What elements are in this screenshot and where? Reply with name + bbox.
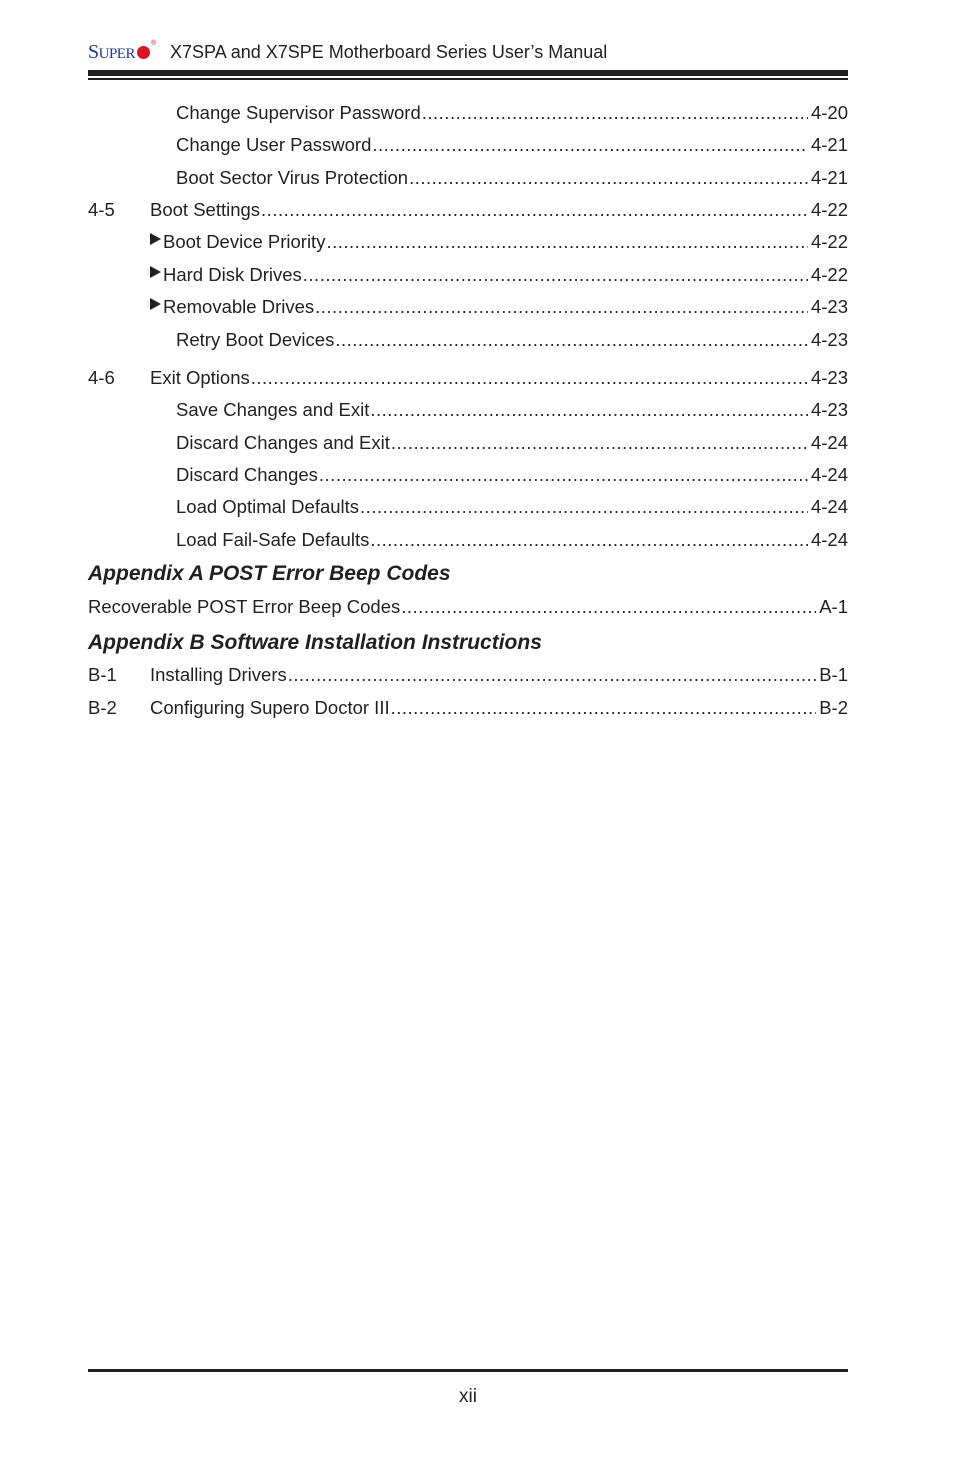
toc-entry[interactable] (88, 595, 848, 619)
footer-rule (88, 1369, 848, 1372)
toc-leader-dots (319, 463, 808, 487)
toc-entry-label: Discard Changes and Exit (176, 432, 390, 453)
toc-entry-page: 4-22 (810, 231, 848, 252)
toc-entry-label: Discard Changes (176, 464, 318, 485)
toc-entry-page: 4-23 (810, 329, 848, 350)
toc-entry[interactable] (88, 463, 848, 487)
toc-entry[interactable] (88, 398, 848, 422)
toc-leader-dots (288, 663, 816, 687)
toc-section-entry[interactable] (88, 696, 848, 720)
toc-entry-page: B-1 (819, 664, 848, 685)
toc-entry[interactable] (88, 133, 848, 157)
toc-leader-dots (303, 263, 808, 287)
toc-entry[interactable] (88, 295, 848, 319)
toc-entry[interactable] (88, 101, 848, 125)
toc-leader-dots (372, 133, 808, 157)
toc-entry-label: Boot Device Priority (163, 231, 326, 252)
toc-leader-dots (326, 230, 808, 254)
toc-section-number: B-1 (88, 664, 117, 685)
toc-section-entry[interactable] (88, 198, 848, 222)
triangle-right-icon (150, 266, 161, 278)
toc-entry-page: 4-22 (810, 264, 848, 285)
header-rule-thick (88, 70, 848, 76)
toc-entry-label: Boot Sector Virus Protection (176, 167, 409, 188)
appendix-b-heading[interactable]: Appendix B Software Installation Instructions (88, 631, 542, 654)
toc-entry-label: Hard Disk Drives (163, 264, 302, 285)
toc-leader-dots (315, 295, 808, 319)
toc-entry[interactable] (88, 431, 848, 455)
toc-entry-label: Recoverable POST Error Beep Codes (88, 596, 401, 617)
toc-entry[interactable] (88, 495, 848, 519)
toc-entry-label: Save Changes and Exit (176, 399, 370, 420)
logo-red-dot-icon (137, 46, 150, 59)
toc-entry-label: Exit Options (150, 367, 250, 388)
toc-leader-dots (251, 366, 808, 390)
toc-entry-label: Change User Password (176, 134, 372, 155)
manual-title: X7SPA and X7SPE Motherboard Series User’s Manual (170, 42, 608, 62)
page-header (88, 38, 848, 68)
toc-leader-dots (370, 528, 808, 552)
toc-entry[interactable] (88, 528, 848, 552)
logo-registered-icon: ® (150, 39, 157, 47)
toc-entry-page: 4-21 (810, 167, 848, 188)
toc-entry-page: 4-21 (810, 134, 848, 155)
supermicro-logo (88, 41, 156, 63)
toc-section-number: 4-6 (88, 367, 115, 388)
triangle-right-icon (150, 233, 161, 245)
toc-entry-page: 4-20 (810, 102, 848, 123)
toc-leader-dots (391, 431, 808, 455)
toc-entry[interactable] (88, 263, 848, 287)
toc-entry-page: B-2 (819, 697, 848, 718)
toc-leader-dots (335, 328, 808, 352)
toc-entry[interactable] (88, 166, 848, 190)
appendix-a-heading[interactable]: Appendix A POST Error Beep Codes (88, 562, 451, 585)
toc-section-entry[interactable] (88, 366, 848, 390)
header-rule-thin (88, 78, 848, 80)
toc-leader-dots (391, 696, 817, 720)
toc-entry-page: 4-23 (810, 367, 848, 388)
toc-leader-dots (401, 595, 816, 619)
toc-leader-dots (409, 166, 808, 190)
toc-section-number: 4-5 (88, 199, 115, 220)
toc-entry-page: 4-24 (810, 529, 848, 550)
toc-entry-label: Change Supervisor Password (176, 102, 421, 123)
page-number: xii (459, 1386, 477, 1407)
toc-entry-page: 4-24 (810, 496, 848, 517)
toc-leader-dots (422, 101, 808, 125)
toc-entry-label: Configuring Supero Doctor III (150, 697, 390, 718)
toc-entry-label: Boot Settings (150, 199, 261, 220)
toc-section-number: B-2 (88, 697, 117, 718)
triangle-right-icon (150, 298, 161, 310)
toc-leader-dots (370, 398, 808, 422)
logo-wordmark: SUPER (88, 41, 135, 63)
toc-entry[interactable] (88, 328, 848, 352)
toc-entry-page: 4-22 (810, 199, 848, 220)
toc-entry-page: 4-23 (810, 296, 848, 317)
toc-section-entry[interactable] (88, 663, 848, 687)
toc-entry-page: 4-24 (810, 432, 848, 453)
toc-entry-label: Retry Boot Devices (176, 329, 335, 350)
toc-entry[interactable] (88, 230, 848, 254)
toc-entry-page: A-1 (819, 596, 848, 617)
toc-entry-page: 4-23 (810, 399, 848, 420)
toc-entry-label: Installing Drivers (150, 664, 287, 685)
toc-entry-page: 4-24 (810, 464, 848, 485)
toc-entry-label: Load Fail-Safe Defaults (176, 529, 370, 550)
toc-entry-label: Removable Drives (163, 296, 315, 317)
toc-leader-dots (261, 198, 808, 222)
toc-entry-label: Load Optimal Defaults (176, 496, 360, 517)
toc-leader-dots (360, 495, 808, 519)
